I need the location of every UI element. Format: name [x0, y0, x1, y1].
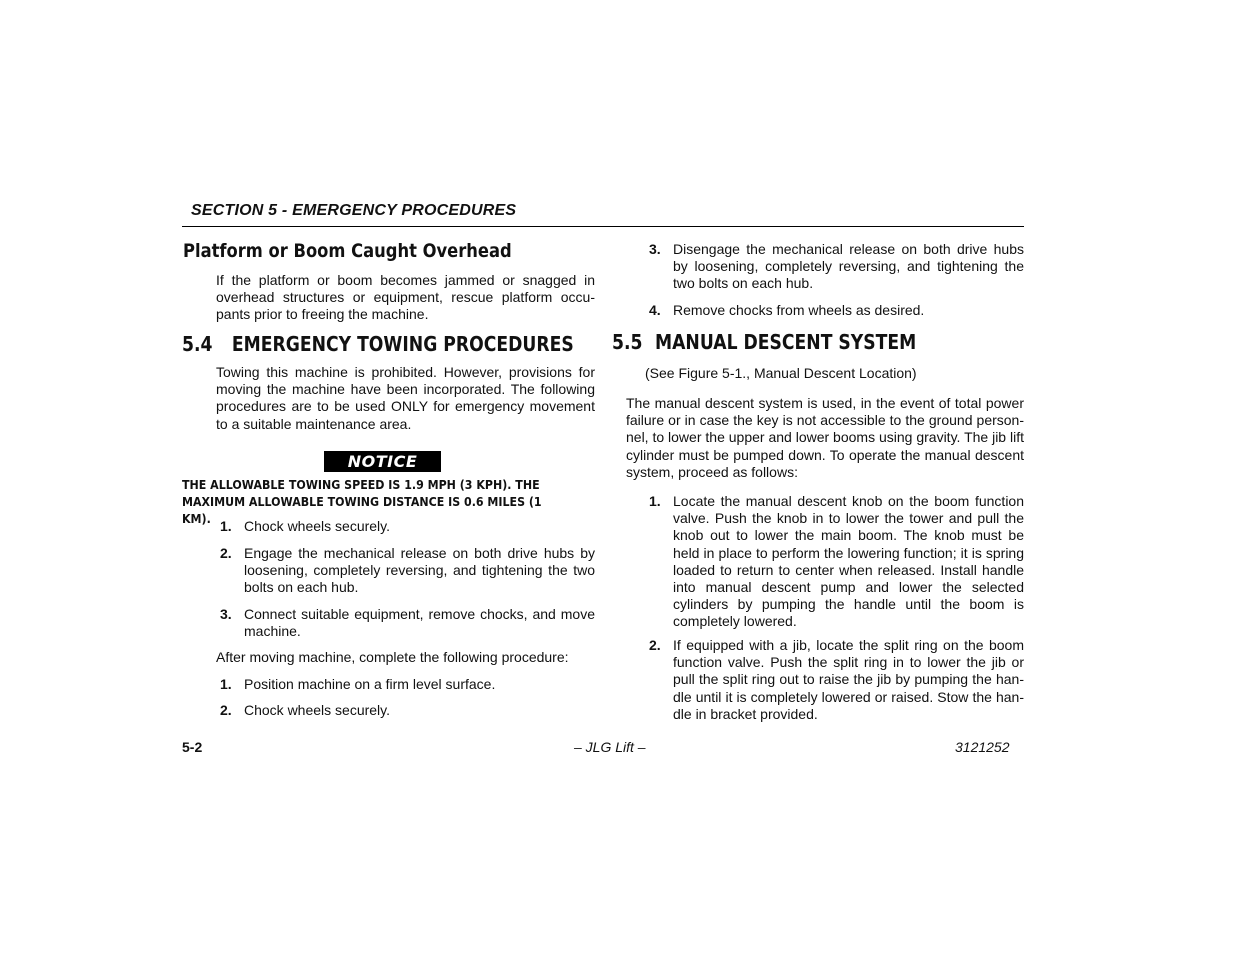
towing-heading	[182, 332, 574, 356]
section-header: SECTION 5 - EMERGENCY PROCEDURES	[191, 202, 517, 219]
notice-text: THE ALLOWABLE TOWING SPEED IS 1.9 MPH (3 KPH). THE MAXIMUM ALLOWABLE TOWING DISTANCE IS 0.6 MILES (1 KM).	[182, 478, 542, 526]
after-moving-text: After moving machine, complete the following procedure:	[216, 649, 569, 665]
step-text: Engage the mechanical release on both drive hubs by loosening, completely reversing, and tightening the two bolts on each hub.	[244, 545, 595, 596]
descent-heading	[612, 330, 916, 354]
step-text: Remove chocks from wheels as desired.	[673, 302, 925, 318]
see-figure-reference: (See Figure 5-1., Manual Descent Location)	[645, 365, 917, 381]
caught-overhead-title: Platform or Boom Caught Overhead	[183, 240, 512, 262]
list-item	[220, 545, 595, 597]
step-number: 1.	[220, 518, 232, 534]
document-number: 3121252	[955, 739, 1010, 755]
step-number: 2.	[220, 545, 232, 561]
step-number: 2.	[220, 702, 232, 718]
step-text: Locate the manual descent knob on the boom function valve. Push the knob in to lower the tower and pull the knob out to lower the main boom. The knob must be held in place to perform the lowering function; it is spring loaded to return to center when released. Install handle into manual descent pump and lower the selected cylinders by pumping the handle until the boom is completely lowered.	[673, 493, 1024, 630]
step-text: Disengage the mechanical release on both drive hubs by loosening, completely reversing, and tightening the two bolts on each hub.	[673, 241, 1024, 292]
list-item	[220, 606, 595, 640]
step-number: 3.	[220, 606, 232, 622]
step-text: Chock wheels securely.	[244, 518, 391, 534]
list-item	[649, 637, 1024, 723]
towing-section-number: 5.4	[182, 332, 213, 356]
page-number: 5-2	[182, 739, 203, 755]
towing-intro-text: Towing this machine is prohibited. However, provisions for moving the machine have been incorporated. The following procedures are to be used ONLY for emergency movement to a suitable maintenance area.	[216, 364, 595, 432]
step-number: 3.	[649, 241, 661, 257]
descent-section-number: 5.5	[612, 330, 643, 354]
step-number: 1.	[649, 493, 661, 509]
step-text: Chock wheels securely.	[244, 702, 391, 718]
list-item	[220, 702, 595, 719]
descent-intro-text: The manual descent system is used, in the event of total power failure or in case the key is not accessible to the ground person-nel, to lower the upper and lower booms using gravity. The jib lift cylinder must be pumped down. To operate the manual descent system, proceed as follows:	[626, 395, 1024, 480]
step-text: Connect suitable equipment, remove chocks, and move machine.	[244, 606, 595, 640]
step-number: 2.	[649, 637, 661, 653]
step-text: If equipped with a jib, locate the split ring on the boom function valve. Push the split ring in to lower the jib or pull the split ring out to raise the jib by pumping the han-dle until it is completely lowered or raised. Stow the han-dle in bracket provided.	[673, 637, 1024, 722]
descent-title: MANUAL DESCENT SYSTEM	[655, 330, 917, 354]
list-item	[220, 518, 595, 535]
towing-title: EMERGENCY TOWING PROCEDURES	[231, 332, 574, 356]
list-item	[649, 302, 1024, 319]
caught-overhead-text: If the platform or boom becomes jammed or snagged in overhead structures or equipment, rescue platform occu-pants prior to freeing the machine.	[216, 272, 595, 323]
header-rule	[182, 226, 1024, 227]
step-number: 4.	[649, 302, 661, 318]
notice-badge: NOTICE	[324, 451, 441, 472]
step-text: Position machine on a firm level surface.	[244, 676, 496, 692]
list-item	[649, 241, 1024, 293]
list-item	[220, 676, 595, 693]
step-number: 1.	[220, 676, 232, 692]
list-item	[649, 493, 1024, 631]
footer-brand: – JLG Lift –	[574, 739, 646, 755]
